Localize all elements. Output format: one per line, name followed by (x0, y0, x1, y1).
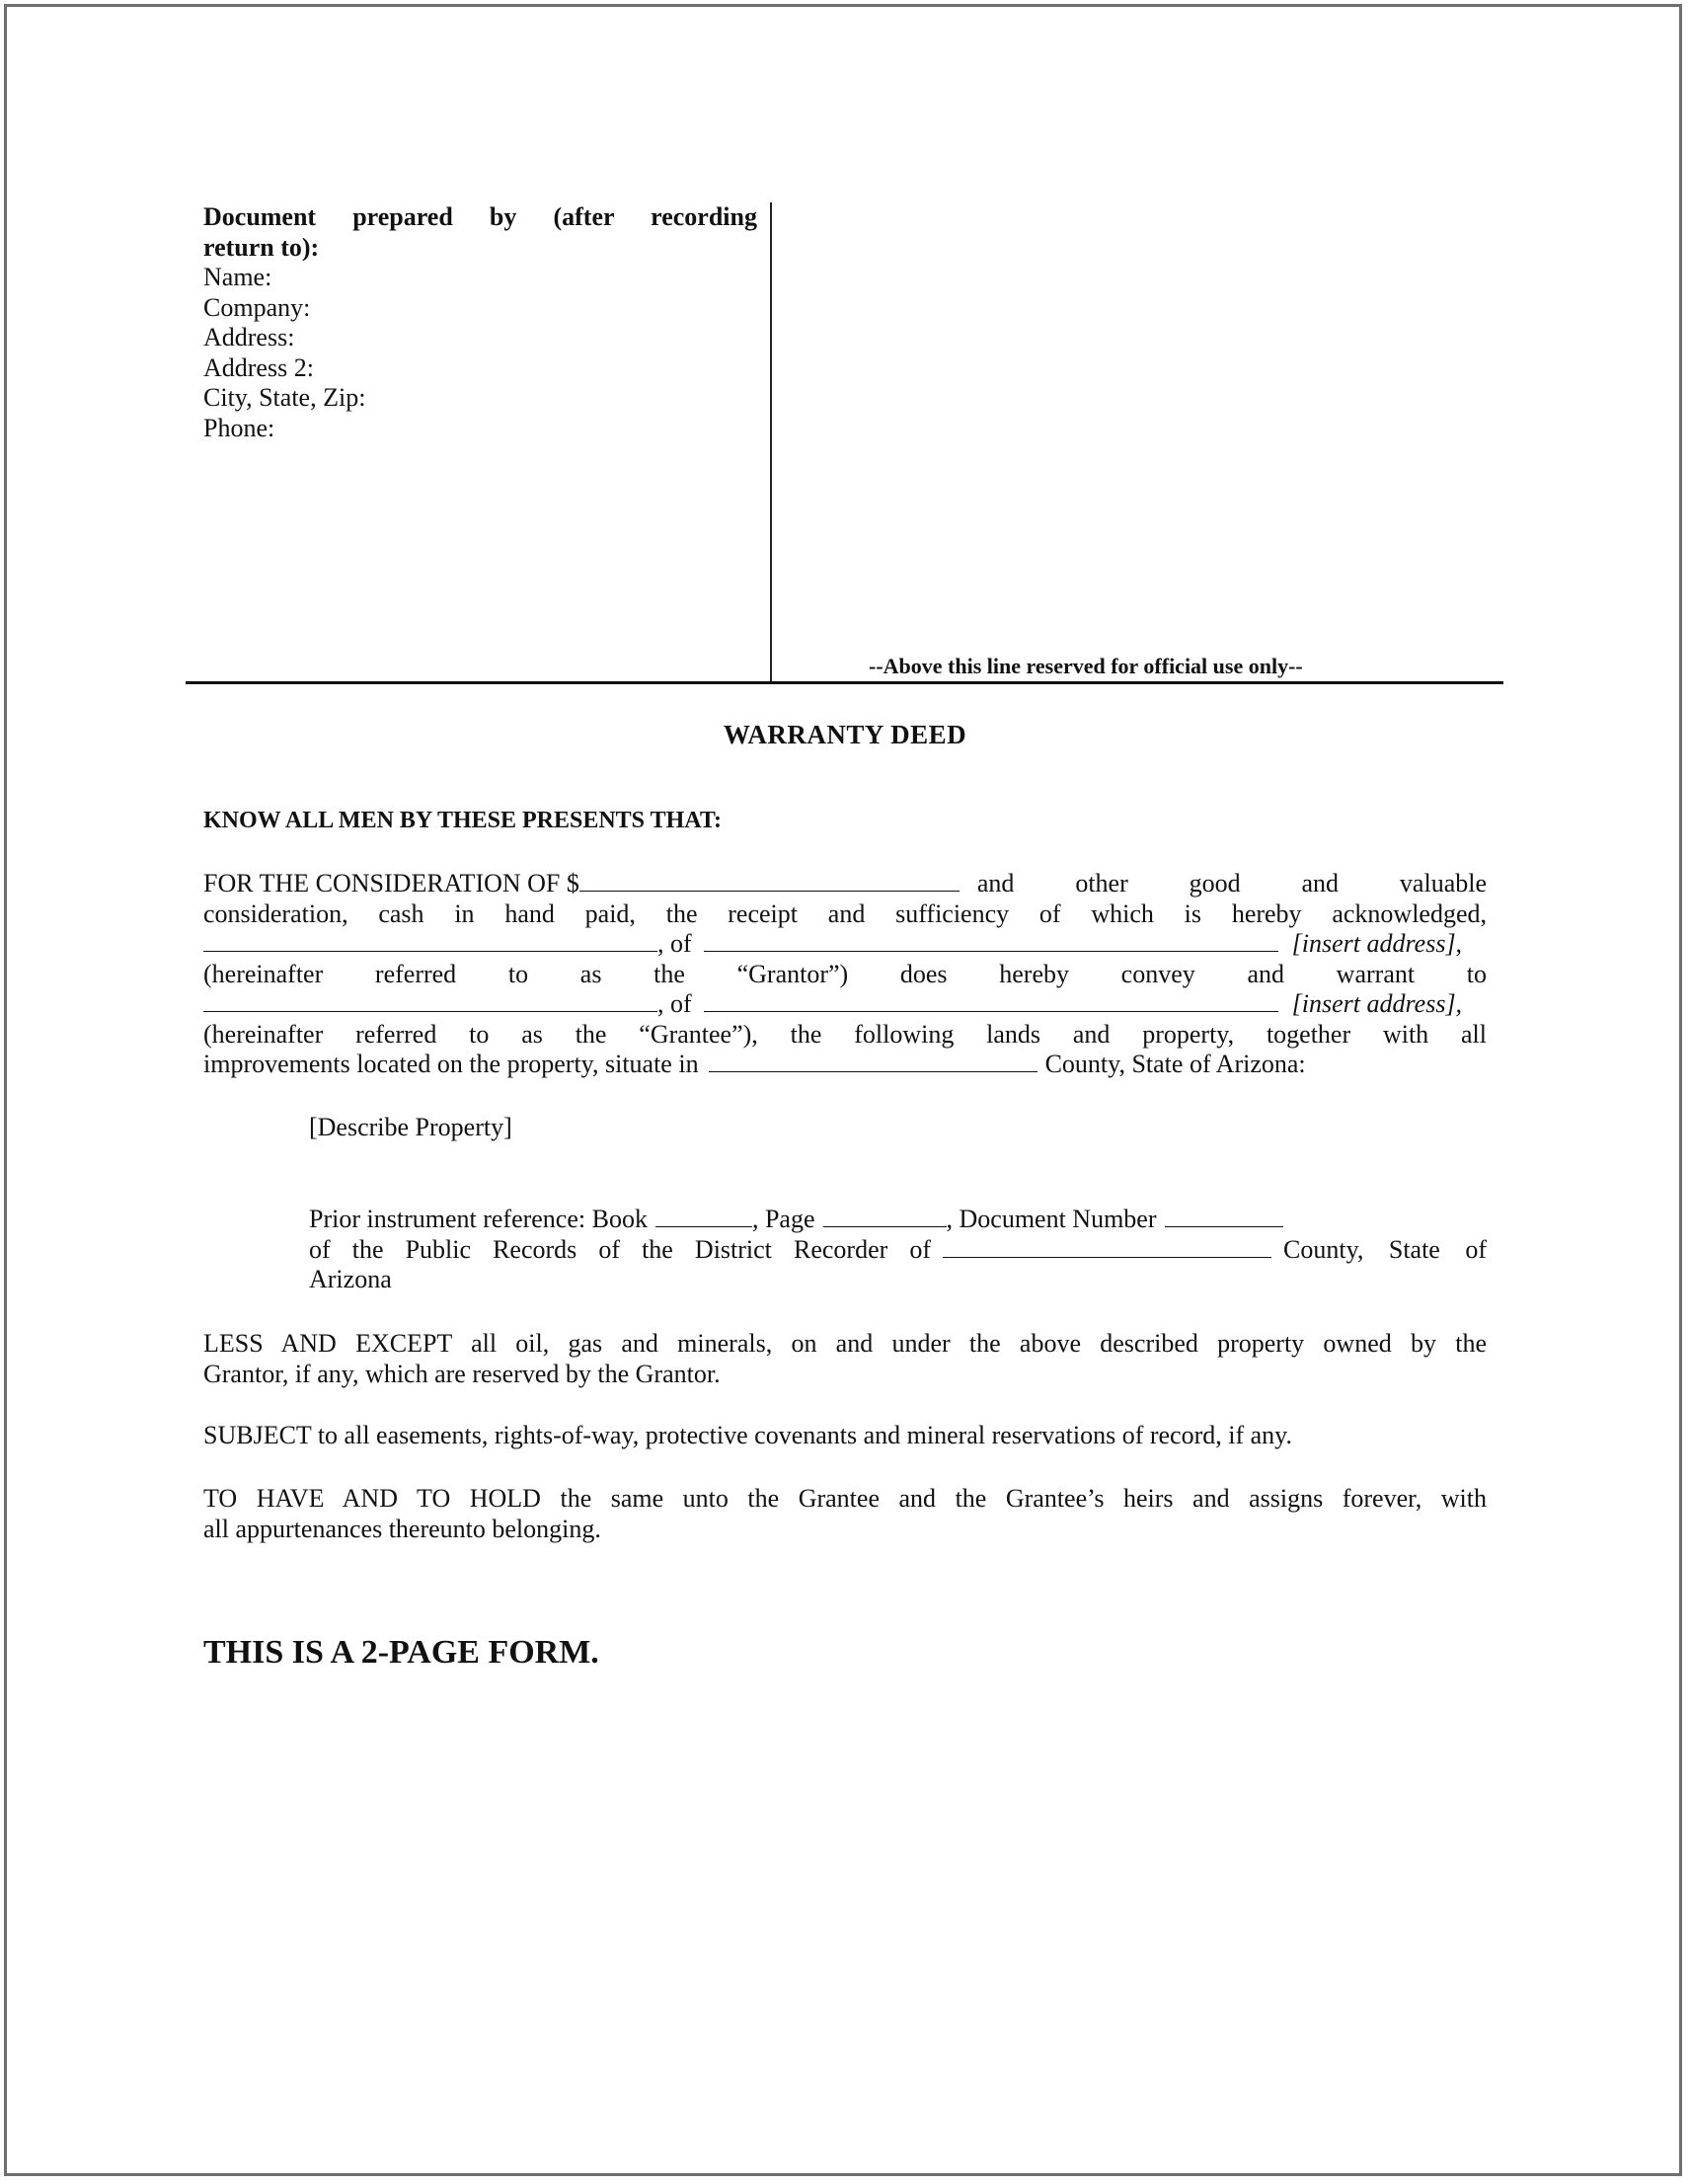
consideration-line-2: consideration, cash in hand paid, the receipt and sufficiency of which is hereby acknowledged, (203, 898, 1487, 928)
consideration-paragraph (203, 869, 1487, 1080)
vertical-divider (770, 202, 772, 681)
grantor-address-blank[interactable] (704, 929, 1278, 952)
grantor-name-blank[interactable] (203, 929, 657, 952)
habendum-paragraph: TO HAVE AND TO HOLD the same unto the Grantee and the Grantee’s heirs and assigns forever, with all appurtenances thereunto belonging. (203, 1484, 1487, 1543)
less-except-paragraph: LESS AND EXCEPT all oil, gas and minerals, on and under the above described property owned by the Grantor, if any, which are reserved by the Grantor. (203, 1329, 1487, 1388)
county-line: improvements located on the property, situate in County, State of Arizona: (203, 1050, 1306, 1078)
grantee-name-blank[interactable] (203, 989, 657, 1012)
field-city-state-zip-label: City, State, Zip: (203, 383, 366, 412)
field-company-label: Company: (203, 292, 311, 322)
prior-instrument-block (309, 1205, 1487, 1295)
know-all-heading: KNOW ALL MEN BY THESE PRESENTS THAT: (203, 808, 723, 833)
consideration-line-1: FOR THE CONSIDERATION OF $ and other good and valuable (203, 869, 1487, 897)
book-blank[interactable] (655, 1205, 752, 1227)
describe-property: [Describe Property] (309, 1113, 512, 1141)
grantee-lands-line: (hereinafter referred to as the “Grantee”), the following lands and property, together with all (203, 1019, 1487, 1049)
subject-paragraph: SUBJECT to all easements, rights-of-way, protective covenants and mineral reservations of record, if any. (203, 1421, 1292, 1449)
document-title: WARRANTY DEED (723, 720, 967, 749)
prior-instrument-line-3: Arizona (309, 1265, 392, 1293)
two-page-form-notice: THIS IS A 2-PAGE FORM. (203, 1634, 599, 1671)
field-address2-label: Address 2: (203, 352, 314, 382)
document-number-blank[interactable] (1165, 1205, 1283, 1227)
prepared-by-heading: Document prepared by (after recording (203, 202, 757, 231)
prepared-by-block (203, 202, 757, 443)
grantor-conveyance-line: (hereinafter referred to as the “Grantor”) does hereby convey and warrant to (203, 959, 1487, 988)
prepared-by-heading-cont: return to): (203, 232, 320, 262)
reserved-note: --Above this line reserved for official use only-- (869, 654, 1303, 678)
county-blank[interactable] (709, 1050, 1037, 1072)
page-blank[interactable] (823, 1205, 947, 1227)
recording-divider-line (186, 681, 1503, 684)
field-phone-label: Phone: (203, 413, 275, 442)
field-name-label: Name: (203, 263, 272, 291)
prior-instrument-line-1: Prior instrument reference: Book , Page , Document Number (309, 1205, 1487, 1235)
grantee-line: , of [insert address], (203, 989, 1487, 1020)
recorder-county-blank[interactable] (943, 1235, 1271, 1258)
consideration-amount-blank[interactable] (579, 869, 960, 892)
grantor-line: , of [insert address], (203, 929, 1487, 960)
field-address-label: Address: (203, 323, 295, 351)
prior-instrument-line-2: of the Public Records of the District Recorder of County, State of (309, 1234, 1487, 1264)
grantee-address-blank[interactable] (704, 989, 1278, 1012)
